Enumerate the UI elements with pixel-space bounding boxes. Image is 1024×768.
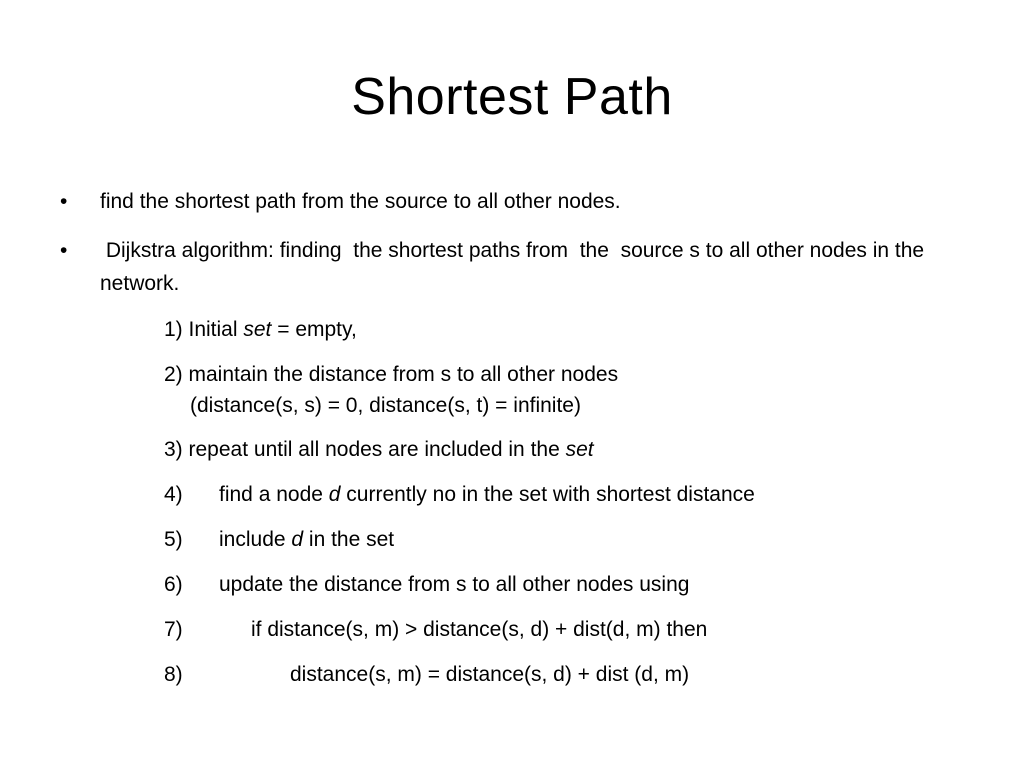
step-text: in the set (303, 528, 395, 551)
step-emphasis: set (565, 438, 594, 461)
bullet-dot: • (60, 239, 68, 262)
step-text: currently no in the set with shortest distance (340, 483, 755, 506)
step-text: if distance(s, m) > distance(s, d) + dist(d, m) then (251, 618, 708, 641)
step-number: 8) (164, 663, 183, 686)
step-emphasis: d (291, 528, 304, 551)
step-text: update the distance from s to all other nodes using (219, 573, 690, 596)
slide-title: Shortest Path (351, 68, 673, 126)
step-text-continuation: (distance(s, s) = 0, distance(s, t) = infinite) (190, 394, 581, 417)
step-text: distance(s, m) = distance(s, d) + dist (d, m) (290, 663, 690, 686)
step-emphasis: d (328, 483, 341, 506)
bullet-text: find the shortest path from the source to all other nodes. (100, 190, 621, 213)
step-number: 7) (164, 618, 183, 641)
step-text: = empty, (271, 318, 357, 341)
step-emphasis: set (243, 318, 272, 341)
step-6 (164, 569, 689, 600)
step-text: find a node (219, 483, 329, 506)
step-8 (164, 659, 689, 690)
step-number: 4) (164, 483, 183, 506)
step-text: include (219, 528, 292, 551)
step-7 (164, 614, 707, 645)
step-5 (164, 524, 394, 555)
step-number: 6) (164, 573, 183, 596)
step-3 (164, 434, 594, 465)
bullet-dot: • (60, 190, 68, 213)
step-text: 3) repeat until all nodes are included in the (164, 438, 566, 461)
step-4 (164, 479, 755, 510)
step-2 (164, 359, 618, 421)
step-1 (164, 314, 357, 345)
step-text: 1) Initial (164, 318, 244, 341)
step-number: 5) (164, 528, 183, 551)
step-text: 2) maintain the distance from s to all other nodes (164, 363, 619, 386)
bullet-text: Dijkstra algorithm: finding the shortest paths from the source s to all other nodes in the network. (100, 239, 930, 295)
